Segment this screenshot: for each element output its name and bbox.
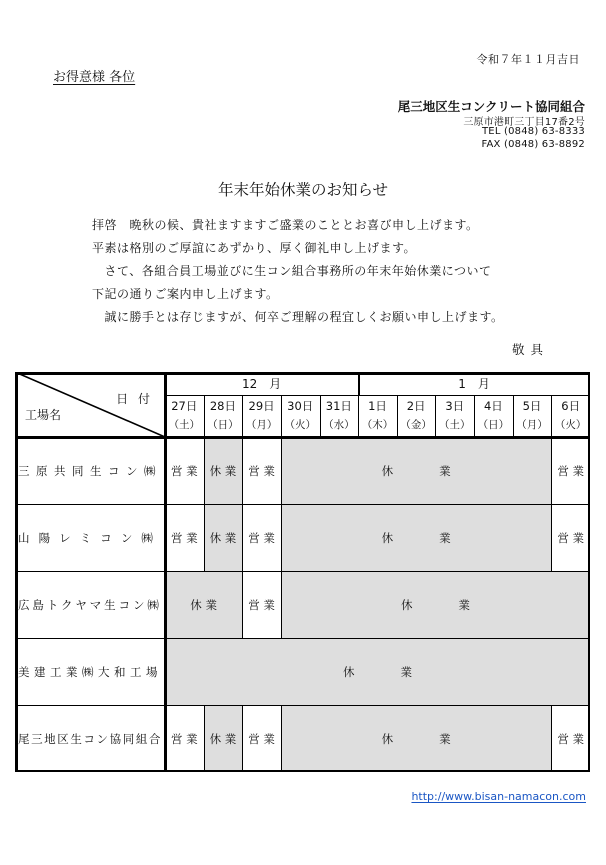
day-header: [551, 395, 590, 437]
open-cell: [165, 437, 204, 504]
grid-line: [281, 504, 282, 571]
status-label: 営 業: [248, 530, 275, 545]
day-weekday: （日）: [207, 419, 239, 431]
factory-name-cell: [15, 504, 165, 571]
grid-line: [242, 705, 243, 772]
day-weekday: （日）: [477, 419, 510, 431]
factory-axis-label: 工場名: [25, 408, 62, 422]
body-line: 平素は格別のご厚誼にあずかり、厚く御礼申し上げます。: [92, 241, 417, 255]
corner-header-cell: [15, 372, 165, 437]
grid-line: [551, 705, 552, 772]
organization-address: 三原市港町三丁目17番2号: [463, 117, 585, 128]
grid-line: [358, 395, 359, 437]
open-cell: [551, 705, 590, 772]
grid-line: [397, 395, 398, 437]
organization-fax: FAX (0848) 63-8892: [481, 139, 585, 150]
closed-cell: [281, 437, 551, 504]
open-cell: [551, 504, 590, 571]
factory-name: 広島トクヤマ生コン㈱: [18, 597, 162, 612]
grid-line: [281, 571, 282, 638]
month-label: 12 月: [241, 377, 282, 391]
open-cell: [165, 504, 204, 571]
grid-line: [15, 705, 590, 706]
closed-cell: [281, 571, 590, 638]
day-header: [513, 395, 552, 437]
day-header: [320, 395, 359, 437]
factory-name-cell: [15, 705, 165, 772]
day-weekday: （月）: [516, 419, 548, 431]
day-date: 28日: [209, 399, 236, 413]
organization-name: 尾三地区生コンクリート協同組合: [397, 99, 585, 114]
status-label: 休 業: [343, 664, 412, 679]
grid-line: [242, 504, 243, 571]
factory-name: 美建工業㈱大和工場: [18, 664, 162, 679]
status-label: 営 業: [557, 530, 584, 545]
status-label: 休 業: [209, 463, 237, 478]
status-label: 休 業: [400, 597, 470, 612]
website-link[interactable]: http://www.bisan-namacon.com: [411, 790, 586, 803]
day-date: 31日: [325, 399, 352, 413]
grid-line: [15, 372, 18, 772]
status-label: 営 業: [170, 463, 198, 478]
status-label: 休 業: [381, 530, 451, 545]
grid-line: [242, 571, 243, 638]
closed-cell: [204, 504, 243, 571]
day-date: 3日: [445, 399, 465, 413]
grid-line: [281, 437, 282, 504]
date-axis-label: 日 付: [116, 392, 153, 406]
grid-line: [204, 395, 205, 437]
grid-line: [204, 437, 205, 504]
status-label: 休 業: [209, 731, 237, 746]
grid-line: [281, 395, 282, 437]
grid-line: [474, 395, 475, 437]
grid-line: [15, 571, 590, 572]
day-date: 27日: [171, 399, 198, 413]
body-line: 下記の通りご案内申し上げます。: [92, 287, 279, 301]
grid-line: [15, 436, 590, 439]
holiday-schedule-table: [15, 372, 590, 772]
status-label: 営 業: [248, 597, 275, 612]
open-cell: [242, 437, 281, 504]
closed-cell: [281, 504, 551, 571]
factory-name: 山陽レミコン㈱: [18, 530, 162, 545]
day-date: 5日: [522, 399, 542, 413]
grid-line: [164, 372, 167, 772]
open-cell: [551, 437, 590, 504]
day-weekday: （月）: [245, 419, 278, 431]
grid-line: [15, 638, 590, 639]
grid-line: [551, 395, 552, 437]
body-line: 拝啓 晩秋の候、貴社ますますご盛業のこととお喜び申し上げます。: [92, 218, 479, 232]
day-header: [204, 395, 243, 437]
grid-line: [204, 705, 205, 772]
grid-line: [15, 372, 590, 375]
day-weekday: （土）: [439, 419, 471, 431]
day-header: [397, 395, 436, 437]
grid-line: [320, 395, 321, 437]
day-header: [358, 395, 397, 437]
closed-cell: [281, 705, 551, 772]
day-header: [165, 395, 204, 437]
status-label: 休 業: [381, 463, 451, 478]
closed-cell: [165, 638, 590, 705]
day-header: [435, 395, 474, 437]
organization-tel: TEL (0848) 63-8333: [482, 126, 585, 137]
status-label: 休 業: [209, 530, 237, 545]
closed-cell: [204, 437, 243, 504]
status-label: 営 業: [557, 731, 584, 746]
day-weekday: （火）: [284, 419, 316, 431]
status-label: 営 業: [248, 463, 275, 478]
day-header: [281, 395, 320, 437]
grid-line: [281, 705, 282, 772]
day-date: 2日: [406, 399, 426, 413]
issue-date: 令和７年１１月吉日: [476, 53, 580, 66]
status-label: 営 業: [248, 731, 275, 746]
document-title: 年末年始休業のお知らせ: [217, 181, 389, 199]
status-label: 営 業: [557, 463, 584, 478]
grid-line: [15, 770, 590, 773]
factory-name-cell: [15, 638, 165, 705]
factory-name: 三原共同生コン㈱: [18, 463, 162, 478]
grid-line: [242, 395, 243, 437]
grid-line: [165, 395, 590, 396]
grid-line: [513, 395, 514, 437]
status-label: 休 業: [381, 731, 451, 746]
status-label: 営 業: [170, 731, 198, 746]
grid-line: [204, 504, 205, 571]
day-date: 29日: [248, 399, 275, 413]
open-cell: [242, 571, 281, 638]
grid-line: [588, 372, 591, 772]
month-header: [165, 372, 358, 395]
grid-line: [358, 372, 360, 395]
day-weekday: （金）: [400, 419, 432, 431]
day-weekday: （土）: [168, 419, 201, 431]
body-line: 誠に勝手とは存じますが、何卒ご理解の程宜しくお願い申し上げます。: [92, 310, 504, 324]
day-date: 4日: [483, 399, 503, 413]
day-header: [242, 395, 281, 437]
day-weekday: （水）: [323, 419, 355, 431]
open-cell: [242, 705, 281, 772]
grid-line: [551, 504, 552, 571]
day-weekday: （木）: [361, 419, 394, 431]
grid-line: [435, 395, 436, 437]
closed-cell: [204, 705, 243, 772]
body-line: さて、各組合員工場並びに生コン組合事務所の年末年始休業について: [92, 264, 492, 278]
grid-line: [242, 437, 243, 504]
recipient: お得意様 各位: [53, 70, 136, 85]
status-label: 休 業: [190, 597, 217, 612]
open-cell: [165, 705, 204, 772]
day-weekday: （火）: [554, 419, 587, 431]
open-cell: [242, 504, 281, 571]
grid-line: [15, 504, 590, 505]
closed-cell: [165, 571, 242, 638]
status-label: 営 業: [170, 530, 198, 545]
factory-name-cell: [15, 571, 165, 638]
closing-remark: 敬具: [512, 342, 550, 357]
day-date: 30日: [287, 399, 314, 413]
factory-name: 尾三地区生コン協同組合: [18, 731, 162, 746]
month-header: [358, 372, 590, 395]
grid-line: [551, 437, 552, 504]
day-date: 1日: [368, 399, 387, 413]
day-date: 6日: [561, 399, 581, 413]
factory-name-cell: [15, 437, 165, 504]
month-label: 1 月: [458, 377, 490, 391]
day-header: [474, 395, 513, 437]
